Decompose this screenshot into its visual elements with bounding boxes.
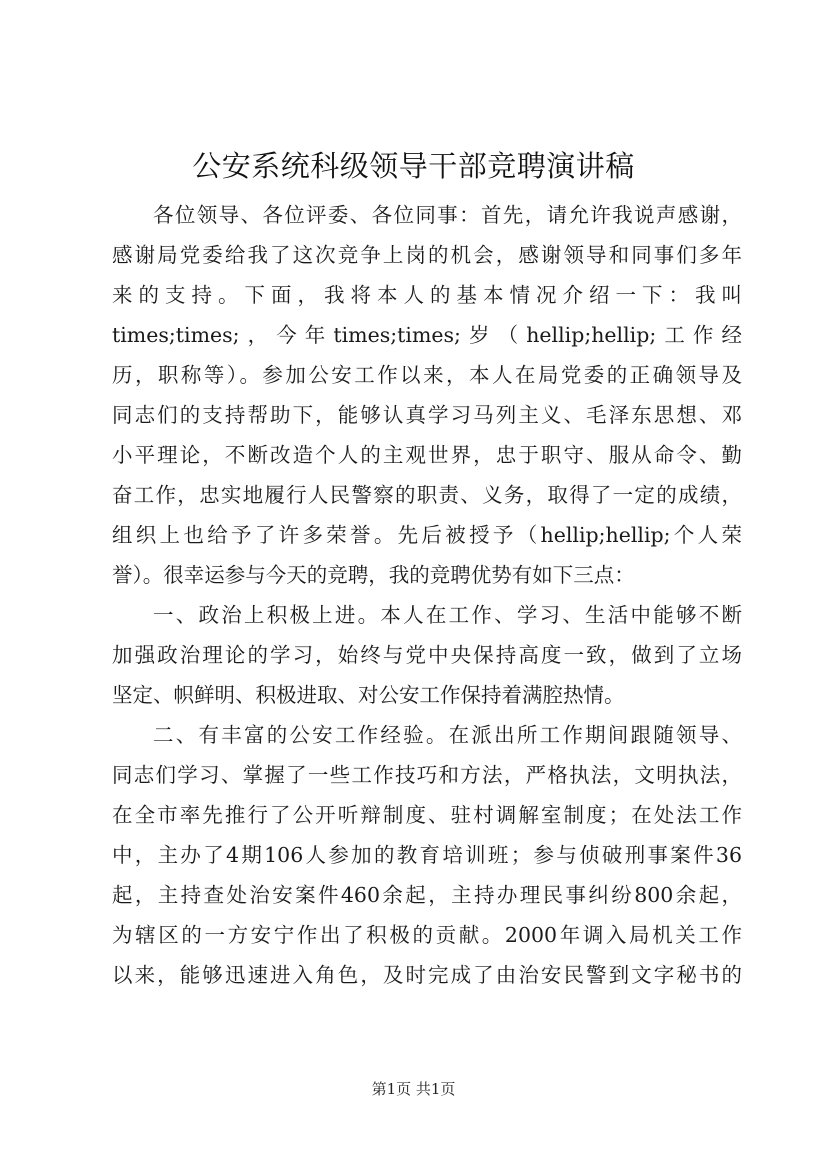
paragraph-line: 小平理论，不断改造个人的主观世界，忠于职守、服从命令、勤 <box>112 443 742 467</box>
paragraph-line: 感谢局党委给我了这次竞争上岗的机会，感谢领导和同事们多年 <box>112 243 742 267</box>
paragraph-line: 坚定、帜鲜明、积极进取、对公安工作保持着满腔热情。 <box>112 683 625 707</box>
paragraph-line: 起，主持查处治安案件460余起，主持办理民事纠纷800余起， <box>112 883 742 907</box>
paragraph-line: 历，职称等）。参加公安工作以来，本人在局党委的正确领导及 <box>112 363 742 387</box>
paragraph-line: 同志们的支持帮助下，能够认真学习马列主义、毛泽东思想、邓 <box>112 403 742 427</box>
paragraph-line: 组织上也给予了许多荣誉。先后被授予（hellip;hellip;个人荣 <box>112 523 742 547</box>
paragraph-line: 誉）。很幸运参与今天的竞聘，我的竞聘优势有如下三点： <box>112 563 635 587</box>
paragraph-line: 为辖区的一方安宁作出了积极的贡献。2000年调入局机关工作 <box>112 923 742 947</box>
paragraph-line: 一、政治上积极上进。本人在工作、学习、生活中能够不断 <box>153 603 742 627</box>
paragraph-line: 同志们学习、掌握了一些工作技巧和方法，严格执法，文明执法， <box>112 763 742 787</box>
paragraph-line: 中，主办了4期106人参加的教育培训班；参与侦破刑事案件36 <box>112 843 742 867</box>
paragraph-line: 奋工作，忠实地履行人民警察的职责、义务，取得了一定的成绩， <box>112 483 742 507</box>
paragraph-line: 在全市率先推行了公开听辩制度、驻村调解室制度；在处法工作 <box>112 803 742 827</box>
page-number-footer: 第1页 共1页 <box>371 1080 456 1098</box>
paragraph-line: 以来，能够迅速进入角色，及时完成了由治安民警到文字秘书的 <box>112 963 742 987</box>
document-body <box>112 195 742 995</box>
paragraph-line: 二、有丰富的公安工作经验。在派出所工作期间跟随领导、 <box>153 723 742 747</box>
paragraph-line: 来的支持。下面，我将本人的基本情况介绍一下：我叫 <box>112 283 742 307</box>
paragraph-line: 加强政治理论的学习，始终与党中央保持高度一致，做到了立场 <box>112 643 742 667</box>
paragraph-line: 各位领导、各位评委、各位同事：首先，请允许我说声感谢， <box>153 203 742 227</box>
document-title: 公安系统科级领导干部竞聘演讲稿 <box>192 149 635 183</box>
paragraph-line: times;times;，今年times;times;岁（hellip;hellip;工作经 <box>112 323 742 347</box>
